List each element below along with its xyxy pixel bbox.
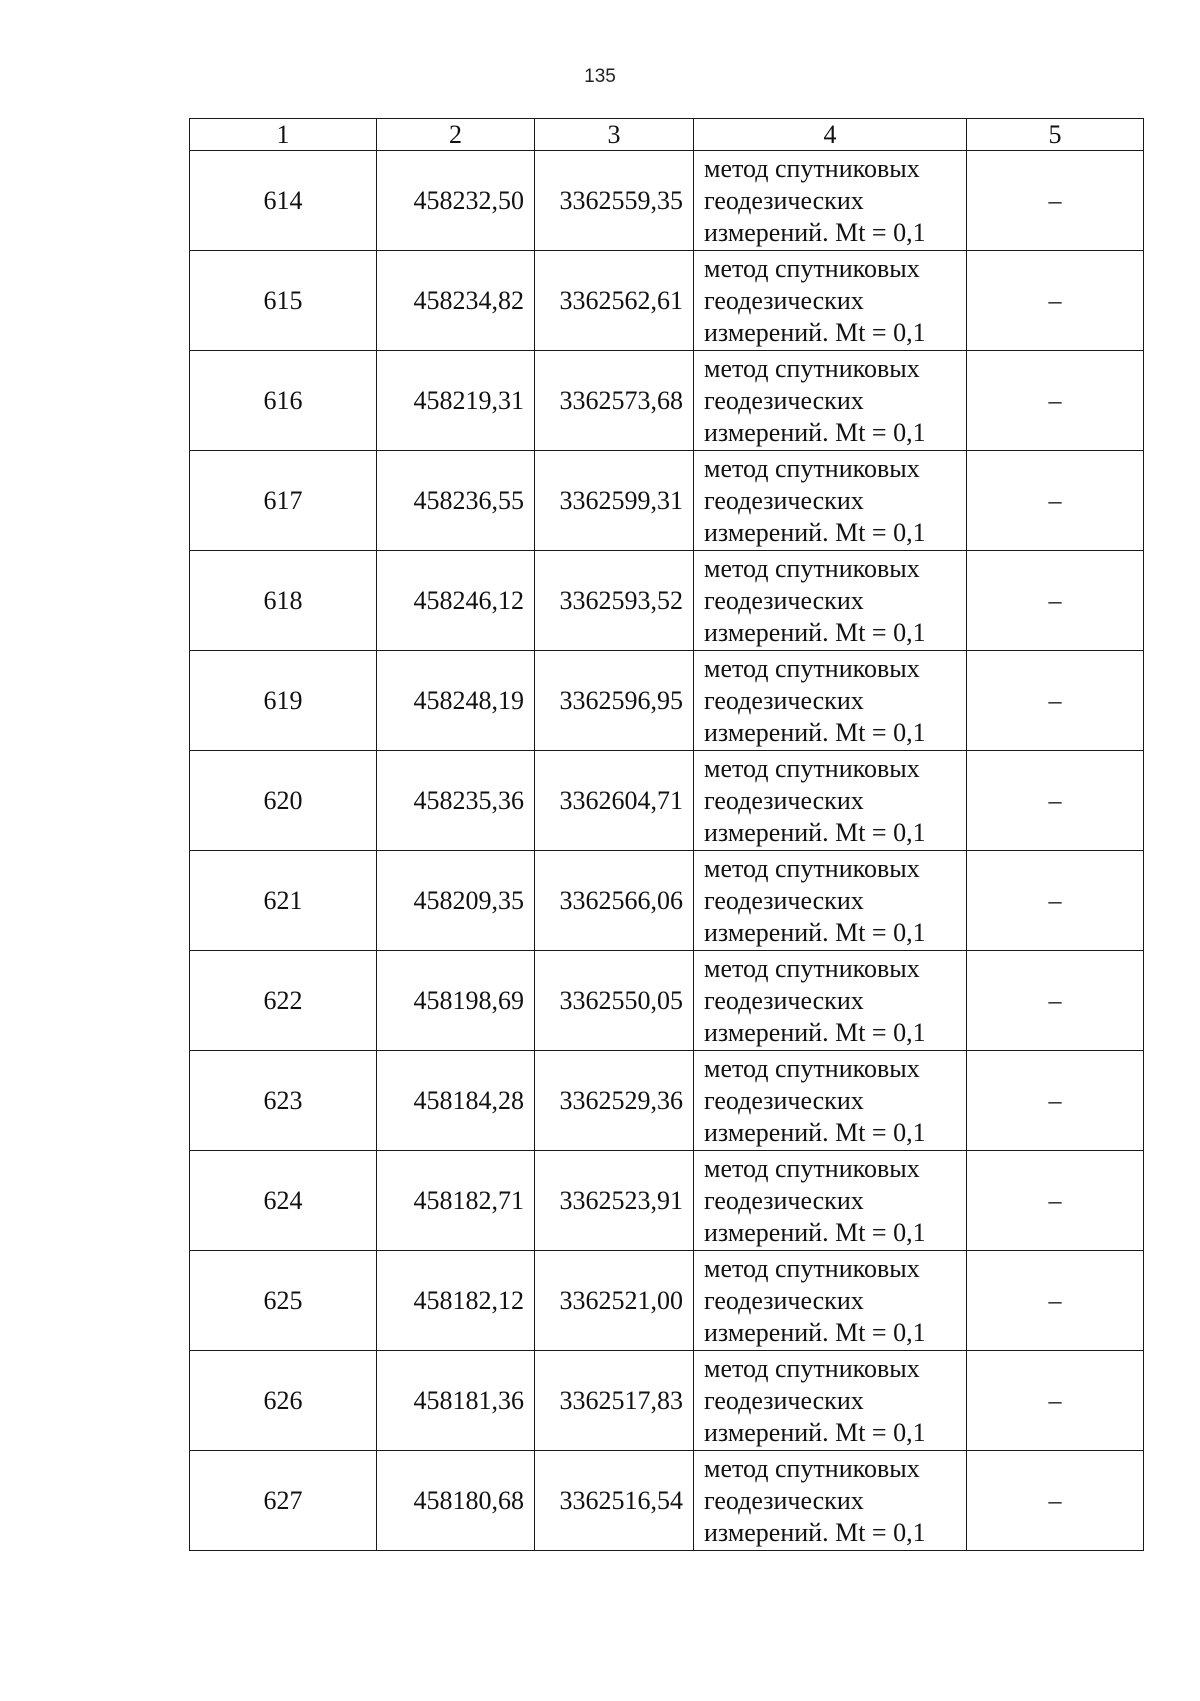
- method-line: геодезических: [704, 1285, 864, 1315]
- method-cell: [694, 1151, 967, 1251]
- table-row: [190, 1451, 1144, 1551]
- x-coordinate-cell: 458180,68: [377, 1451, 535, 1551]
- note-cell: –: [967, 151, 1144, 251]
- table-body: [190, 151, 1144, 1551]
- y-coordinate-cell: 3362562,61: [535, 251, 694, 351]
- y-coordinate-cell: 3362559,35: [535, 151, 694, 251]
- x-coordinate-cell: 458209,35: [377, 851, 535, 951]
- table-row: [190, 451, 1144, 551]
- method-line: метод спутниковых: [704, 553, 920, 583]
- table-row: [190, 851, 1144, 951]
- method-line: метод спутниковых: [704, 253, 920, 283]
- x-coordinate-cell: 458232,50: [377, 151, 535, 251]
- table-row: [190, 551, 1144, 651]
- method-line: метод спутниковых: [704, 1353, 920, 1383]
- method-line: геодезических: [704, 985, 864, 1015]
- method-line: геодезических: [704, 885, 864, 915]
- point-number-cell: 621: [190, 851, 377, 951]
- header-col-3: 3: [535, 119, 694, 151]
- method-line: измерений. Mt = 0,1: [704, 1217, 926, 1247]
- method-line: измерений. Mt = 0,1: [704, 517, 926, 547]
- method-line: геодезических: [704, 1185, 864, 1215]
- method-cell: [694, 1351, 967, 1451]
- y-coordinate-cell: 3362523,91: [535, 1151, 694, 1251]
- note-cell: –: [967, 1251, 1144, 1351]
- table-row: [190, 351, 1144, 451]
- note-cell: –: [967, 851, 1144, 951]
- point-number-cell: 619: [190, 651, 377, 751]
- header-col-5: 5: [967, 119, 1144, 151]
- method-line: метод спутниковых: [704, 153, 920, 183]
- x-coordinate-cell: 458219,31: [377, 351, 535, 451]
- table-row: [190, 1351, 1144, 1451]
- note-cell: –: [967, 651, 1144, 751]
- method-line: геодезических: [704, 285, 864, 315]
- method-line: метод спутниковых: [704, 1053, 920, 1083]
- y-coordinate-cell: 3362593,52: [535, 551, 694, 651]
- page-number: 135: [584, 66, 616, 87]
- y-coordinate-cell: 3362604,71: [535, 751, 694, 851]
- method-cell: [694, 1251, 967, 1351]
- point-number-cell: 623: [190, 1051, 377, 1151]
- point-number-cell: 615: [190, 251, 377, 351]
- table-row: [190, 1151, 1144, 1251]
- y-coordinate-cell: 3362529,36: [535, 1051, 694, 1151]
- method-cell: [694, 551, 967, 651]
- method-line: геодезических: [704, 1385, 864, 1415]
- method-line: геодезических: [704, 585, 864, 615]
- method-cell: [694, 951, 967, 1051]
- note-cell: –: [967, 1451, 1144, 1551]
- note-cell: –: [967, 751, 1144, 851]
- header-col-4: 4: [694, 119, 967, 151]
- note-cell: –: [967, 1351, 1144, 1451]
- method-line: измерений. Mt = 0,1: [704, 817, 926, 847]
- method-line: измерений. Mt = 0,1: [704, 617, 926, 647]
- y-coordinate-cell: 3362550,05: [535, 951, 694, 1051]
- method-line: метод спутниковых: [704, 953, 920, 983]
- method-line: измерений. Mt = 0,1: [704, 917, 926, 947]
- point-number-cell: 625: [190, 1251, 377, 1351]
- y-coordinate-cell: 3362573,68: [535, 351, 694, 451]
- note-cell: –: [967, 251, 1144, 351]
- method-line: геодезических: [704, 785, 864, 815]
- method-line: геодезических: [704, 485, 864, 515]
- method-cell: [694, 251, 967, 351]
- point-number-cell: 622: [190, 951, 377, 1051]
- table-row: [190, 751, 1144, 851]
- method-cell: [694, 651, 967, 751]
- method-cell: [694, 1051, 967, 1151]
- point-number-cell: 627: [190, 1451, 377, 1551]
- x-coordinate-cell: 458235,36: [377, 751, 535, 851]
- y-coordinate-cell: 3362566,06: [535, 851, 694, 951]
- x-coordinate-cell: 458182,12: [377, 1251, 535, 1351]
- method-line: метод спутниковых: [704, 653, 920, 683]
- x-coordinate-cell: 458181,36: [377, 1351, 535, 1451]
- method-cell: [694, 1451, 967, 1551]
- method-line: геодезических: [704, 1085, 864, 1115]
- y-coordinate-cell: 3362521,00: [535, 1251, 694, 1351]
- note-cell: –: [967, 951, 1144, 1051]
- y-coordinate-cell: 3362596,95: [535, 651, 694, 751]
- method-line: измерений. Mt = 0,1: [704, 717, 926, 747]
- method-cell: [694, 751, 967, 851]
- method-cell: [694, 851, 967, 951]
- method-line: метод спутниковых: [704, 853, 920, 883]
- method-cell: [694, 151, 967, 251]
- point-number-cell: 618: [190, 551, 377, 651]
- method-line: измерений. Mt = 0,1: [704, 1517, 926, 1547]
- table-row: [190, 151, 1144, 251]
- method-line: метод спутниковых: [704, 353, 920, 383]
- table-row: [190, 951, 1144, 1051]
- table-row: [190, 251, 1144, 351]
- method-line: измерений. Mt = 0,1: [704, 1417, 926, 1447]
- method-line: геодезических: [704, 185, 864, 215]
- y-coordinate-cell: 3362599,31: [535, 451, 694, 551]
- point-number-cell: 614: [190, 151, 377, 251]
- table-row: [190, 1251, 1144, 1351]
- note-cell: –: [967, 451, 1144, 551]
- header-row: [190, 119, 1144, 151]
- point-number-cell: 617: [190, 451, 377, 551]
- y-coordinate-cell: 3362517,83: [535, 1351, 694, 1451]
- coordinates-table: [189, 118, 1144, 1551]
- method-line: измерений. Mt = 0,1: [704, 317, 926, 347]
- method-line: геодезических: [704, 1485, 864, 1515]
- point-number-cell: 626: [190, 1351, 377, 1451]
- x-coordinate-cell: 458198,69: [377, 951, 535, 1051]
- y-coordinate-cell: 3362516,54: [535, 1451, 694, 1551]
- method-line: метод спутниковых: [704, 453, 920, 483]
- table-row: [190, 1051, 1144, 1151]
- note-cell: –: [967, 351, 1144, 451]
- method-cell: [694, 351, 967, 451]
- x-coordinate-cell: 458182,71: [377, 1151, 535, 1251]
- method-line: измерений. Mt = 0,1: [704, 217, 926, 247]
- point-number-cell: 624: [190, 1151, 377, 1251]
- method-line: измерений. Mt = 0,1: [704, 1017, 926, 1047]
- note-cell: –: [967, 1151, 1144, 1251]
- point-number-cell: 616: [190, 351, 377, 451]
- table-header: [190, 119, 1144, 151]
- method-line: метод спутниковых: [704, 1253, 920, 1283]
- method-line: измерений. Mt = 0,1: [704, 1317, 926, 1347]
- note-cell: –: [967, 1051, 1144, 1151]
- x-coordinate-cell: 458236,55: [377, 451, 535, 551]
- method-line: геодезических: [704, 385, 864, 415]
- method-cell: [694, 451, 967, 551]
- header-col-1: 1: [190, 119, 377, 151]
- x-coordinate-cell: 458234,82: [377, 251, 535, 351]
- method-line: измерений. Mt = 0,1: [704, 417, 926, 447]
- table-row: [190, 651, 1144, 751]
- method-line: метод спутниковых: [704, 1453, 920, 1483]
- x-coordinate-cell: 458184,28: [377, 1051, 535, 1151]
- method-line: метод спутниковых: [704, 1153, 920, 1183]
- method-line: метод спутниковых: [704, 753, 920, 783]
- header-col-2: 2: [377, 119, 535, 151]
- x-coordinate-cell: 458246,12: [377, 551, 535, 651]
- x-coordinate-cell: 458248,19: [377, 651, 535, 751]
- method-line: геодезических: [704, 685, 864, 715]
- method-line: измерений. Mt = 0,1: [704, 1117, 926, 1147]
- point-number-cell: 620: [190, 751, 377, 851]
- note-cell: –: [967, 551, 1144, 651]
